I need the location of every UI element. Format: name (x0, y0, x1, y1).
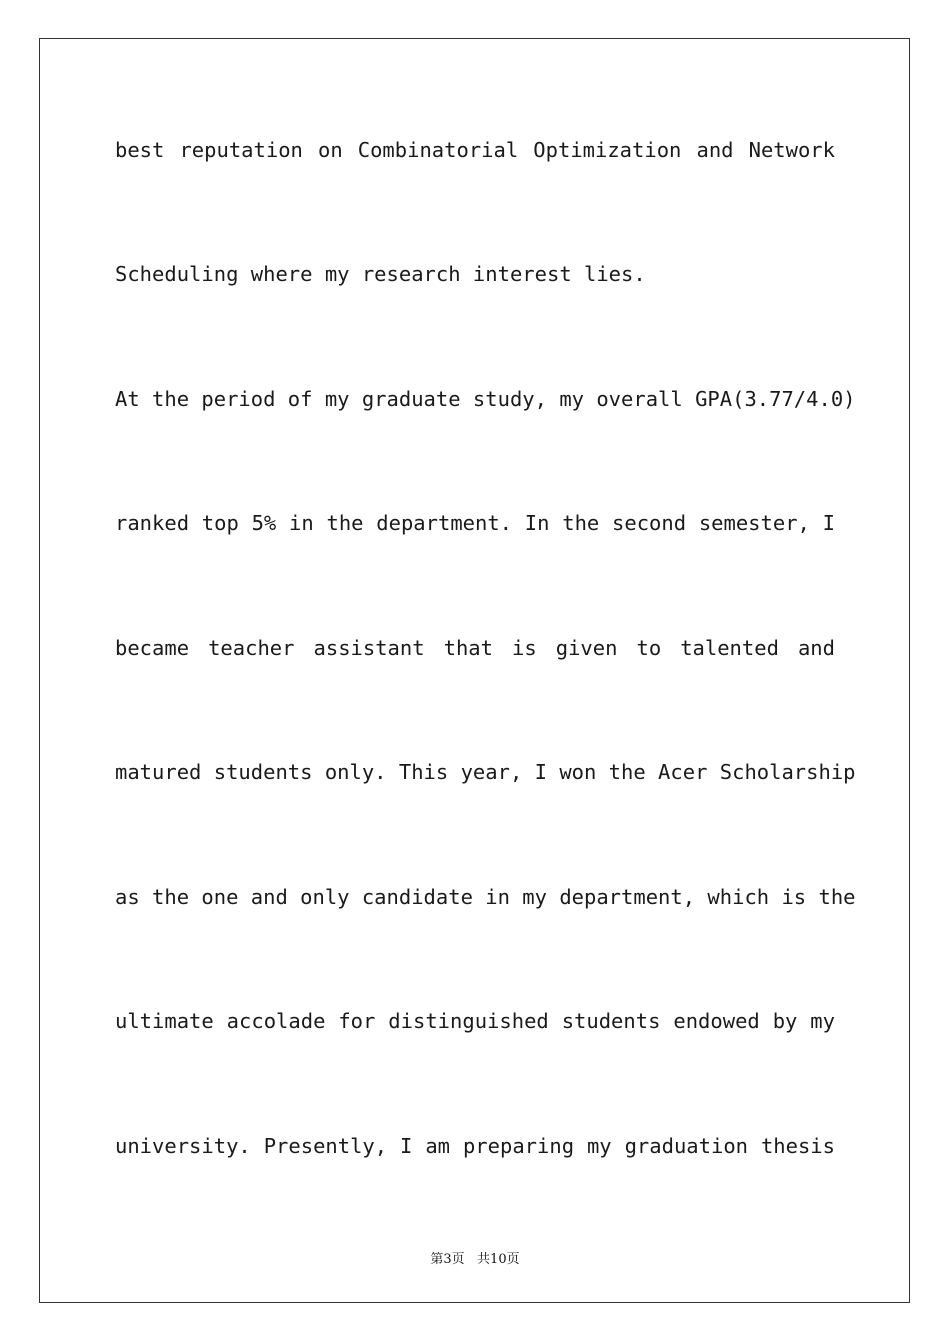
body-text-line: became teacher assistant that is given to talented and (115, 636, 835, 660)
body-text-line: Scheduling where my research interest lies. (115, 262, 646, 286)
page-frame (39, 38, 910, 1303)
body-text-line: ultimate accolade for distinguished students endowed by my (115, 1009, 835, 1033)
body-text-line: as the one and only candidate in my department, which is the (115, 885, 856, 909)
body-text-line: At the period of my graduate study, my overall GPA(3.77/4.0) (115, 387, 856, 411)
page-number-footer: 第3页 共10页 (430, 1252, 520, 1267)
body-text-line: best reputation on Combinatorial Optimization and Network (115, 138, 835, 162)
body-text-line: ranked top 5% in the department. In the second semester, I (115, 511, 835, 535)
body-text-line: university. Presently, I am preparing my graduation thesis (115, 1134, 835, 1158)
body-text-line: matured students only. This year, I won the Acer Scholarship (115, 760, 856, 784)
